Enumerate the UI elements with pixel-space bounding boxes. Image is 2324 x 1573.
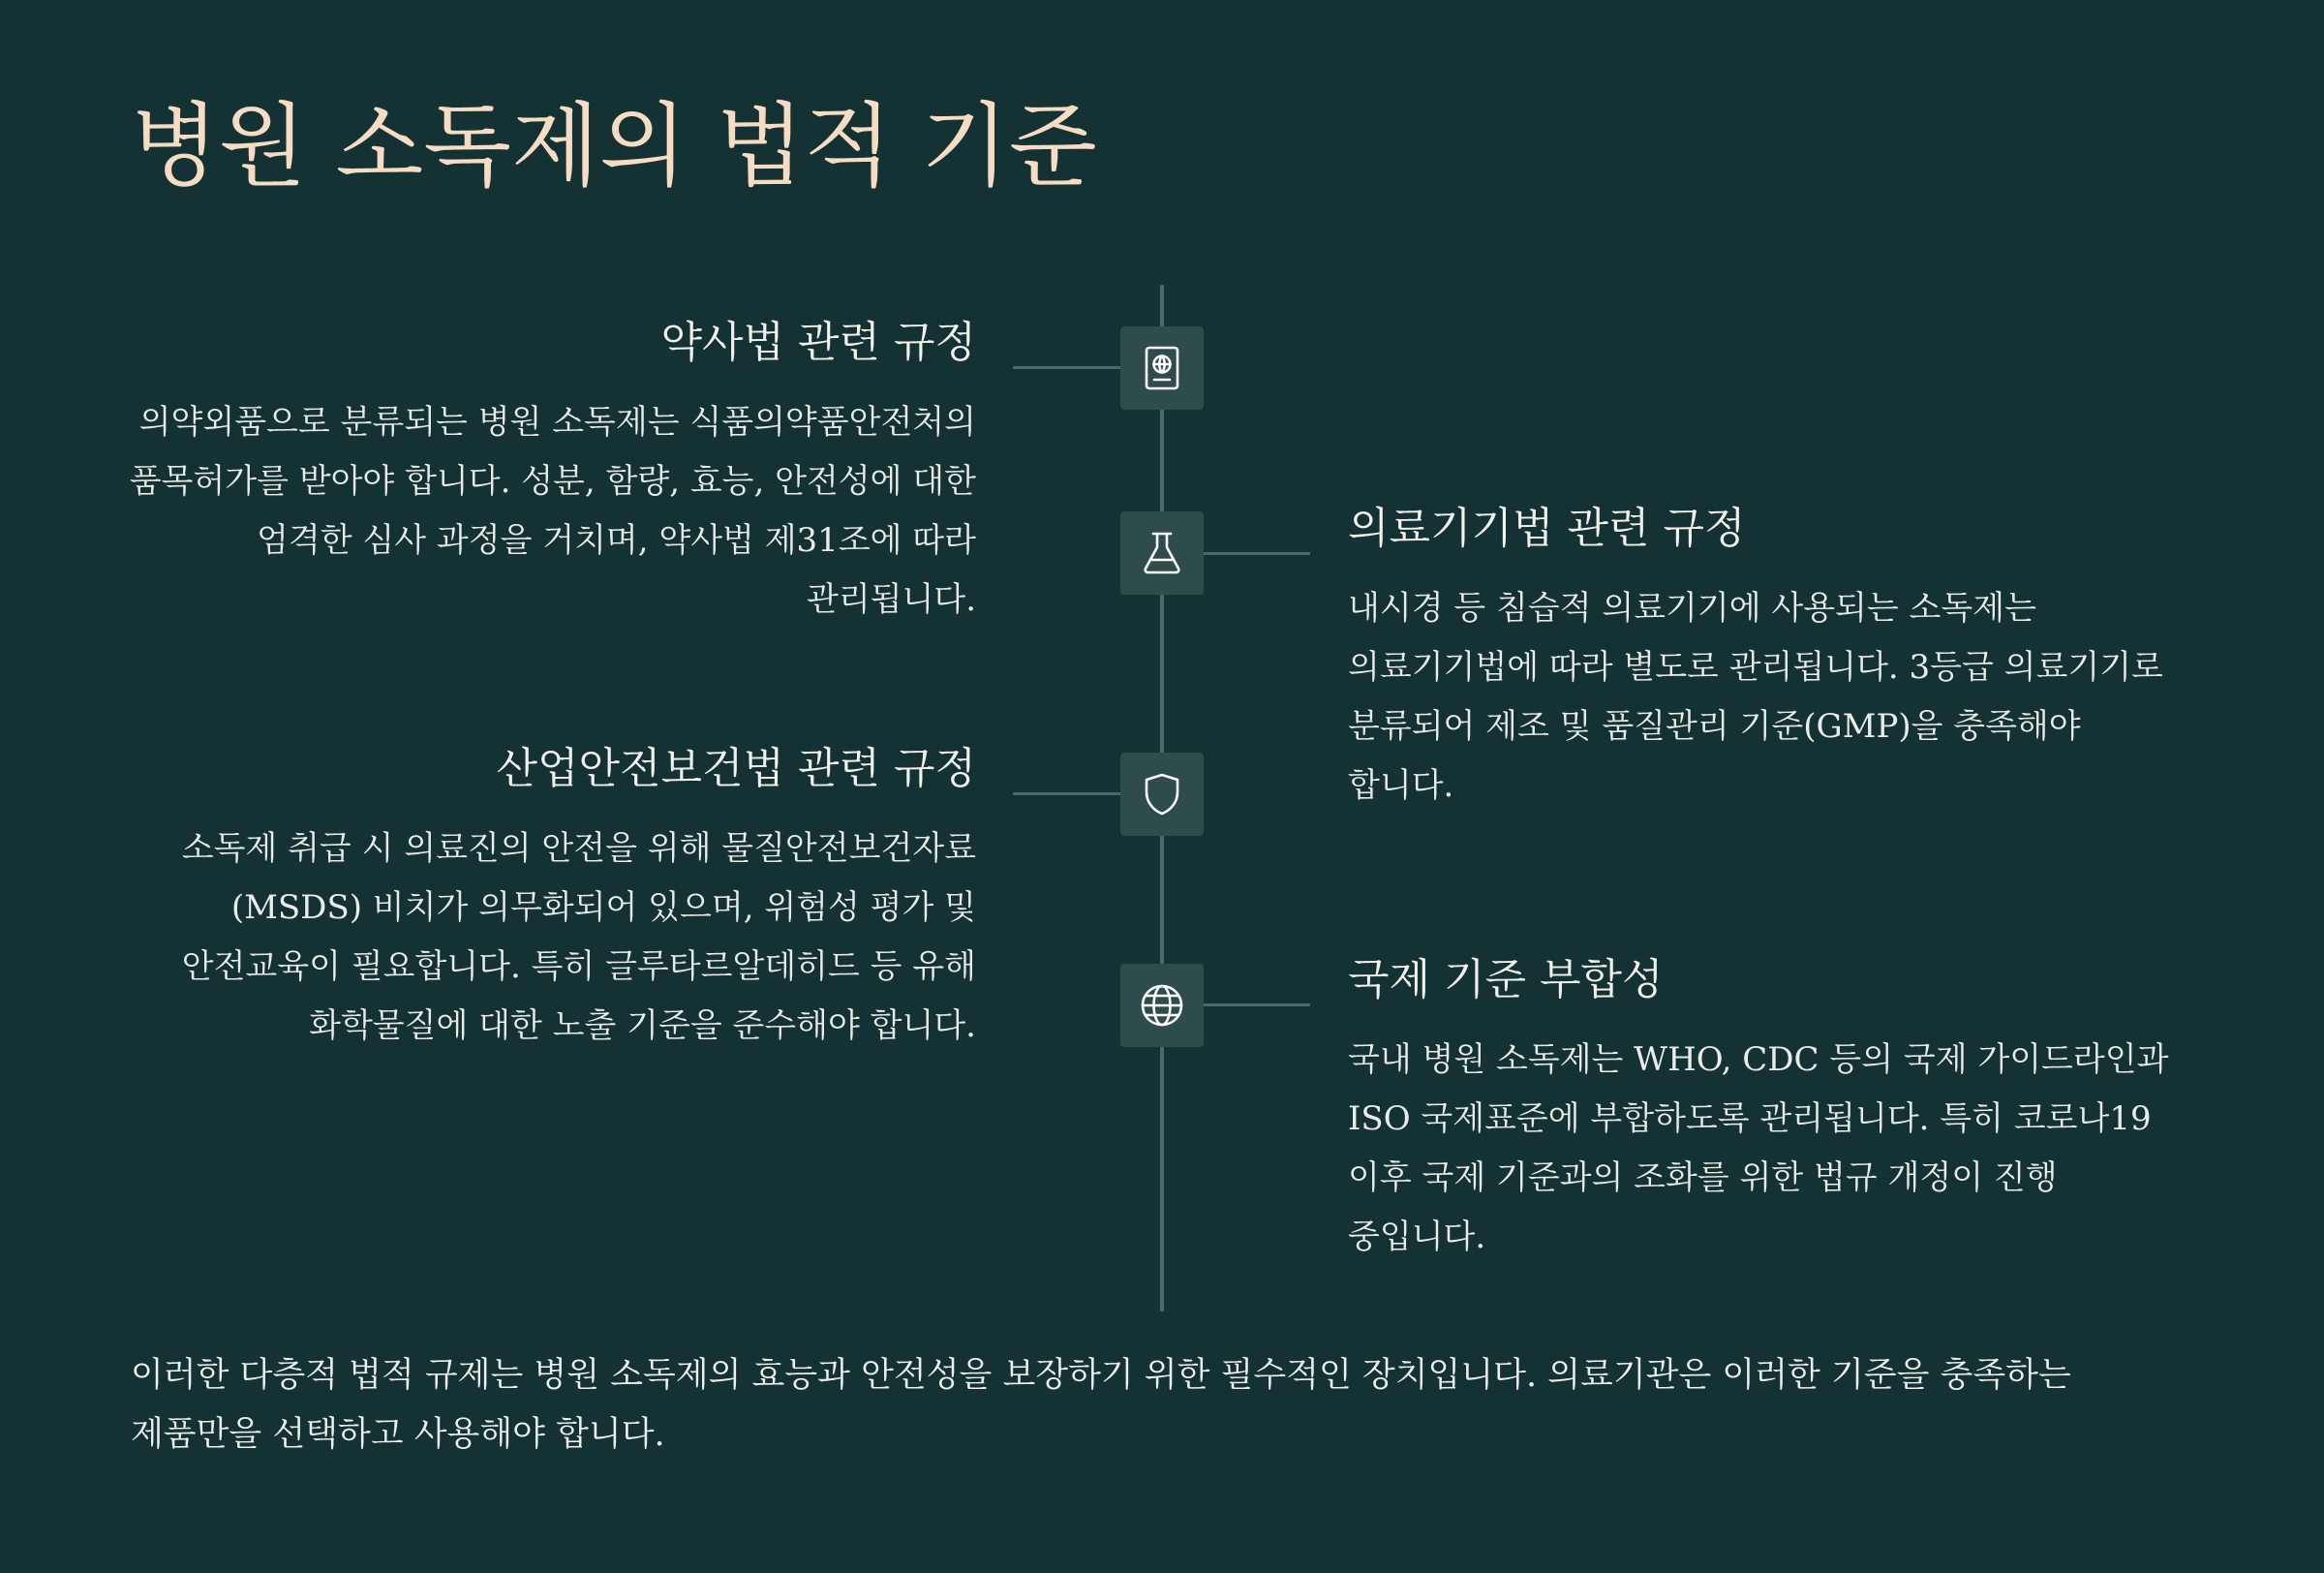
passport-icon xyxy=(1137,343,1187,393)
entry-heading: 의료기기법 관련 규정 xyxy=(1348,504,1746,553)
entry-international-standards xyxy=(1348,951,2190,1267)
connector-1 xyxy=(1013,366,1120,369)
page-title: 병원 소독제의 법적 기준 xyxy=(131,94,1097,200)
icon-box-flask xyxy=(1120,511,1204,595)
connector-4 xyxy=(1204,1003,1310,1006)
shield-icon xyxy=(1137,769,1187,819)
connector-2 xyxy=(1204,552,1310,555)
summary-paragraph: 이러한 다층적 법적 규제는 병원 소독제의 효능과 안전성을 보장하기 위한 필수적인 장치입니다. 의료기관은 이러한 기준을 충족하는 제품만을 선택하고 사용해야 합니다. xyxy=(131,1356,2071,1454)
icon-box-passport xyxy=(1120,326,1204,410)
icon-box-globe xyxy=(1120,964,1204,1047)
connector-3 xyxy=(1013,792,1120,795)
entry-heading: 산업안전보건법 관련 규정 xyxy=(496,744,976,793)
entry-body: 국내 병원 소독제는 WHO, CDC 등의 국제 가이드라인과 ISO 국제표준에 부합하도록 관리됩니다. 특히 코로나19 이후 국제 기준과의 조화를 위한 법규 개정이 진행 중입니다. xyxy=(1348,1040,2169,1256)
entry-medical-devices-act xyxy=(1348,500,2190,816)
entry-pharmaceutical-affairs-act xyxy=(128,314,976,630)
entry-heading: 약사법 관련 규정 xyxy=(660,318,976,367)
icon-box-shield xyxy=(1120,753,1204,836)
globe-icon xyxy=(1137,980,1187,1031)
entry-body: 소독제 취급 시 의료진의 안전을 위해 물질안전보건자료(MSDS) 비치가 의무화되어 있으며, 위험성 평가 및 안전교육이 필요합니다. 특히 글루타르알데히드 등 유해 화학물질에 대한 노출 기준을 준수해야 합니다. xyxy=(181,829,976,1045)
entry-body: 의약외품으로 분류되는 병원 소독제는 식품의약품안전처의 품목허가를 받아야 합니다. 성분, 함량, 효능, 안전성에 대한 엄격한 심사 과정을 거치며, 약사법 제31조에 따라 관리됩니다. xyxy=(129,403,976,619)
entry-occupational-safety-act xyxy=(128,740,976,1056)
flask-icon xyxy=(1137,528,1187,578)
entry-body: 내시경 등 침습적 의료기기에 사용되는 소독제는 의료기기법에 따라 별도로 관리됩니다. 3등급 의료기기로 분류되어 제조 및 품질관리 기준(GMP)을 충족해야 합니다. xyxy=(1348,589,2163,805)
entry-heading: 국제 기준 부합성 xyxy=(1348,955,1664,1004)
